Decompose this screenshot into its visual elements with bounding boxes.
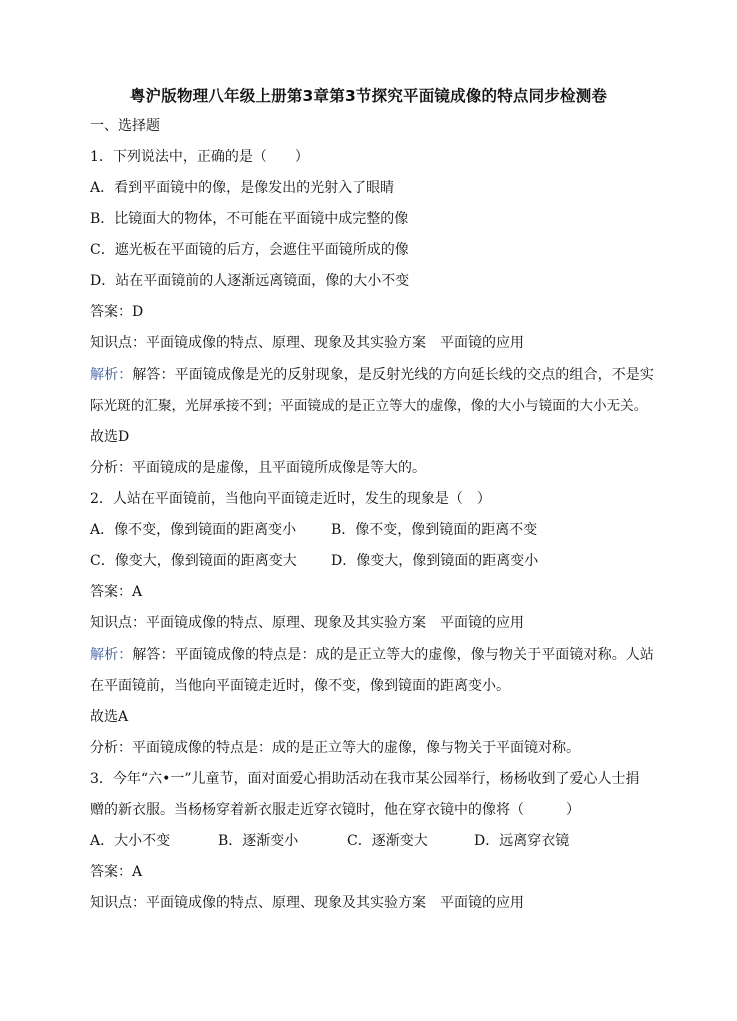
q3-option-d: D．远离穿衣镜: [474, 833, 570, 849]
q1-option-c: C．遮光板在平面镜的后方，会遮住平面镜所成的像: [90, 242, 409, 258]
q1-stem: 1．下列说法中，正确的是（ ）: [90, 149, 309, 165]
q2-analysis-label: 解析：: [90, 647, 133, 663]
q2-stem: 2．人站在平面镜前，当他向平面镜走近时，发生的现象是（ ）: [90, 491, 491, 507]
q1-knowledge: 知识点：平面镜成像的特点、原理、现象及其实验方案 平面镜的应用: [90, 335, 524, 351]
q2-analysis-text1: 解答：平面镜成像的特点是：成的是正立等大的虚像，像与物关于平面镜对称。人站: [132, 647, 655, 663]
q1-analysis-text1: 解答：平面镜成像是光的反射现象，是反射光线的方向延长线的交点的组合，不是实: [132, 367, 655, 383]
q2-option-c: C．像变大，像到镜面的距离变大: [90, 553, 297, 569]
q1-fenxi: 分析：平面镜成的是虚像，且平面镜所成像是等大的。: [90, 460, 426, 476]
q2-answer: 答案：A: [90, 584, 143, 600]
q1-option-b: B．比镜面大的物体，不可能在平面镜中成完整的像: [90, 211, 409, 227]
q3-stem-line1: 3．今年“六•一”儿童节，面对面爱心捐助活动在我市某公园举行，杨杨收到了爱心人士捐: [90, 771, 640, 787]
q2-analysis-line2: 在平面镜前，当他向平面镜走近时，像不变，像到镜面的距离变小。: [90, 678, 510, 694]
q3-option-b: B．逐渐变小: [218, 833, 299, 849]
q1-analysis-label: 解析：: [90, 367, 133, 383]
q3-stem-line2: 赠的新衣服。当杨杨穿着新衣服走近穿衣镜时，他在穿衣镜中的像将（ ）: [90, 802, 580, 818]
q1-choose: 故选D: [90, 429, 130, 445]
q1-answer: 答案：D: [90, 304, 144, 320]
section-heading: 一、选择题: [90, 118, 160, 134]
page-title: 粤沪版物理八年级上册第3章第3节探究平面镜成像的特点同步检测卷: [129, 87, 608, 105]
q2-fenxi: 分析：平面镜成像的特点是：成的是正立等大的虚像，像与物关于平面镜对称。: [90, 740, 580, 756]
q3-answer: 答案：A: [90, 864, 143, 880]
q2-option-a: A．像不变，像到镜面的距离变小: [90, 522, 297, 538]
q2-choose: 故选A: [90, 709, 129, 725]
q2-option-b: B．像不变，像到镜面的距离不变: [331, 522, 538, 538]
q1-analysis-line1: [90, 366, 654, 384]
q2-knowledge: 知识点：平面镜成像的特点、原理、现象及其实验方案 平面镜的应用: [90, 615, 524, 631]
q2-analysis-line1: [90, 646, 654, 664]
q3-knowledge: 知识点：平面镜成像的特点、原理、现象及其实验方案 平面镜的应用: [90, 895, 524, 911]
q3-option-a: A．大小不变: [90, 833, 171, 849]
q1-option-a: A．看到平面镜中的像，是像发出的光射入了眼睛: [90, 180, 395, 196]
q1-analysis-line2: 际光斑的汇聚，光屏承接不到；平面镜成的是正立等大的虚像，像的大小与镜面的大小无关。: [90, 398, 648, 414]
q1-option-d: D．站在平面镜前的人逐渐远离镜面，像的大小不变: [90, 273, 410, 289]
q3-option-c: C．逐渐变大: [347, 833, 428, 849]
q2-option-d: D．像变大，像到镜面的距离变小: [331, 553, 539, 569]
